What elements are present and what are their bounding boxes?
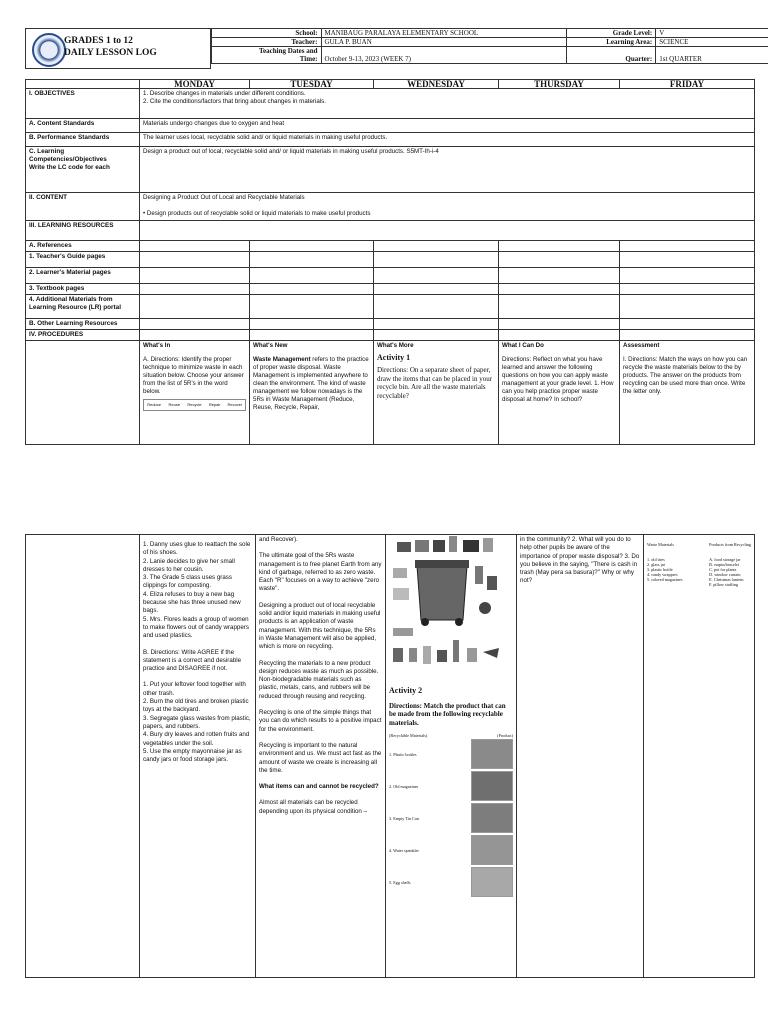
area-label: Learning Area: <box>567 38 656 47</box>
match-row <box>389 834 513 866</box>
mon-b-item: 1. Put your leftover food together with other trash. <box>143 681 246 697</box>
continued-row <box>26 535 755 978</box>
content-value <box>140 193 755 221</box>
mon-b-directions: B. Directions: Write AGREE if the statement is a correct and desirable practice and DISAGREE if not. <box>143 648 242 673</box>
match-row <box>389 866 513 898</box>
other-resources-label: B. Other Learning Resources <box>26 319 140 330</box>
teacher-label: Teacher: <box>212 38 322 47</box>
wed-text-2: Directions: Match the product that can be made from the following recyclable materials. <box>389 701 506 727</box>
tue-text: refers to the practice of proper waste disposal. Waste Management is implemented anywhere to clean the environment. The kind of waste management we follow nowadays is the 5Rs in Waste Management (Reduce, Reuse, Recycle, Repair, <box>253 356 369 411</box>
five-rs-word-box <box>143 399 246 411</box>
mon-b-items <box>143 681 252 764</box>
teacher-value: GULA P. BUAN <box>321 38 567 47</box>
grade-value: V <box>656 29 768 38</box>
tue-head: What's New <box>253 342 288 349</box>
lc-label-2: Competencies/Objectives <box>29 156 107 163</box>
products-list <box>709 557 751 587</box>
item-icon <box>437 650 447 662</box>
item-icon <box>467 648 477 662</box>
performance-standards-value: The learner uses local, recyclable solid and/ or liquid materials in making useful products. <box>140 133 755 147</box>
waste-item: 2. glass jar <box>647 562 666 567</box>
product-image <box>471 739 513 769</box>
references-label: A. References <box>26 241 140 252</box>
textbook-row <box>26 284 755 295</box>
match-row <box>389 770 513 802</box>
competencies-row <box>26 147 755 193</box>
item-icon <box>483 648 499 658</box>
mon-item: 1. Danny uses glue to reattach the sole of his shoes. <box>143 541 251 557</box>
wed-activity-2: Activity 2 <box>389 686 423 696</box>
learning-resources-row <box>26 221 755 241</box>
waste-item: 4. candy wrappers <box>647 572 678 577</box>
col-product: (Product) <box>497 733 513 739</box>
mon-b-item: 5. Use the empty mayonnaise jar as candy jars or food storage jars. <box>143 747 242 764</box>
thu-head: What I Can Do <box>502 342 544 349</box>
lesson-grid-continued <box>25 534 755 978</box>
word-recycle: Recycle <box>187 402 202 407</box>
mon-item: 5. Mrs. Flores leads a group of women to make flowers out of candy wrappers and used plastics. <box>143 615 249 640</box>
monday-continued <box>140 535 256 978</box>
product-image <box>471 867 513 897</box>
other-resources-row <box>26 319 755 330</box>
waste-materials-head: Waste Materials <box>647 542 674 547</box>
match-item: 5. Egg shells <box>389 879 411 885</box>
activity-2-items <box>389 738 513 898</box>
thursday-procedure <box>499 341 620 445</box>
title-line-1: GRADES 1 to 12 <box>64 36 133 46</box>
item-icon <box>433 540 445 552</box>
header-title-box <box>25 28 211 69</box>
product-item: C. pot for plants <box>709 567 737 572</box>
learning-resources-value <box>140 221 755 241</box>
competencies-value: Design a product out of local, recyclable solid and/ or liquid materials in making useful products. S5MT-Ih-i-4 <box>140 147 755 193</box>
friday-columns <box>647 542 751 587</box>
fri-text: I. Directions: Match the ways on how you can recycle the waste materials below to the by products. The answer on the products from recycling can be used more than once. Write the letter only. <box>623 356 748 395</box>
content-standards-value: Materials undergo changes due to oxygen and heat <box>140 119 755 133</box>
procedures-label: IV. PROCEDURES <box>26 330 140 341</box>
friday-continued <box>644 535 755 978</box>
lc-label-1: C. Learning <box>29 148 65 155</box>
item-icon <box>449 536 457 552</box>
wednesday-procedure <box>374 341 499 445</box>
area-value: SCIENCE <box>656 38 768 47</box>
product-image <box>471 835 513 865</box>
wed-activity-1: Activity 1 <box>377 353 411 362</box>
content-standards-label: A. Content Standards <box>26 119 140 133</box>
learners-material-row <box>26 268 755 284</box>
day-thursday: THURSDAY <box>499 80 620 89</box>
tue-paragraph: Recycling the materials to a new product design reduces waste as much as possible. Non-biodegradable materials such as plastic, metals, cans, and rubbers will be reduced through reusing and recycling. <box>259 659 379 700</box>
match-row <box>389 802 513 834</box>
corner-cell <box>26 80 140 89</box>
tue-paragraph: The ultimate goal of the 5Rs waste management is to free planet Earth from any kind of garbage, referred to as zero waste. Each "R" focuses on a way to achieve "zero waste". <box>259 552 382 593</box>
match-item: 3. Empty Tin Can <box>389 815 419 821</box>
learning-resources-label: III. LEARNING RESOURCES <box>26 221 140 241</box>
deped-seal-icon <box>32 33 66 67</box>
waste-item: 3. plastic bottle <box>647 567 673 572</box>
item-icon <box>393 588 409 600</box>
mon-item: 2. Lanie decides to give her small dresses to her cousin. <box>143 557 235 573</box>
item-icon <box>487 576 497 590</box>
additional-materials-label: 4. Additional Materials from Learning Resource (LR) portal <box>26 295 140 319</box>
tuesday-continued <box>256 535 386 978</box>
item-icon <box>423 646 431 664</box>
quarter-value: 1st QUARTER <box>656 47 768 64</box>
item-icon <box>393 568 407 578</box>
day-tuesday: TUESDAY <box>250 80 374 89</box>
quarter-label: Quarter: <box>567 47 656 64</box>
word-reduce: Reduce <box>147 402 161 407</box>
references-row <box>26 241 755 252</box>
additional-materials-row <box>26 295 755 319</box>
mon-b-item: 4. Bury dry leaves and rotten fruits and vegetables under the soil. <box>143 731 250 747</box>
thu-text: Directions: Reflect on what you have learned and answer the following questions on how you can apply waste management at your grade level. 1. How can you help practice proper waste disposal at home? In school? <box>502 356 614 403</box>
content-row <box>26 193 755 221</box>
procedures-content-row <box>26 341 755 445</box>
tue-paragraph: Almost all materials can be recycled depending upon its physical condition – <box>259 799 368 815</box>
product-image <box>471 771 513 801</box>
item-icon <box>483 538 493 552</box>
tue-question: What items can and cannot be recycled? <box>259 783 379 791</box>
mon-item: 4. Eliza refuses to buy a new bag because she has three unused new bags. <box>143 590 241 615</box>
product-item: D. window curtain <box>709 572 741 577</box>
col-recyclable: (Recyclable Materials) <box>389 733 428 739</box>
procedures-empty <box>26 341 140 445</box>
teachers-guide-row <box>26 252 755 268</box>
item-icon <box>415 540 429 552</box>
header-meta-table <box>211 28 768 64</box>
item-icon <box>463 540 479 552</box>
competencies-label <box>26 147 140 193</box>
match-item: 4. Water sprinkler <box>389 847 419 853</box>
mon-b-item: 2. Burn the old tires and broken plastic toys at the backyard. <box>143 698 249 714</box>
match-row <box>389 738 513 770</box>
content-label: II. CONTENT <box>26 193 140 221</box>
wheel-icon <box>455 618 463 626</box>
product-item: B. earpin/bracelet <box>709 562 739 567</box>
school-value: MANIBAUG PARALAYA ELEMENTARY SCHOOL <box>321 29 567 38</box>
teachers-guide-label: 1. Teacher's Guide pages <box>26 252 140 268</box>
wheel-icon <box>421 618 429 626</box>
waste-item: 5. colored magazines <box>647 577 683 582</box>
fri-head: Assessment <box>623 342 660 349</box>
dates-value: October 9-13, 2023 (WEEK 7) <box>321 47 567 64</box>
performance-standards-label: B. Performance Standards <box>26 133 140 147</box>
tue-top: and Recover). <box>259 536 298 543</box>
school-label: School: <box>212 29 322 38</box>
item-icon <box>393 628 413 636</box>
tue-paragraph: Recycling is important to the natural environment and us. We must act fast as the amount of waste we create is increasing all the time. <box>259 741 382 774</box>
title-line-2: DAILY LESSON LOG <box>64 48 157 58</box>
waste-list <box>647 557 682 582</box>
lc-label-3: Write the LC code for each <box>29 164 110 171</box>
item-icon <box>479 602 491 614</box>
mon-head: What's In <box>143 342 171 349</box>
header <box>25 28 755 69</box>
item-icon <box>475 566 483 584</box>
lesson-grid <box>25 79 755 445</box>
content-line-1: Designing a Product Out of Local and Recyclable Materials <box>143 194 305 201</box>
objectives-label: I. OBJECTIVES <box>26 89 140 119</box>
content-line-2: • Design products out of recyclable solid or liquid materials to make useful products <box>143 210 371 217</box>
objectives-row <box>26 89 755 119</box>
dates-label-2: Time: <box>299 55 318 63</box>
waste-item: 1. old tires <box>647 557 665 562</box>
dates-label <box>212 47 322 64</box>
procedures-row <box>26 330 755 341</box>
learners-material-label: 2. Learner's Material pages <box>26 268 140 284</box>
mon-text: A. Directions: Identify the proper technique to minimize waste in each situation below. Choose your answer from the list of 5R's in the word below. <box>143 356 244 395</box>
match-item: 1. Plastic bottles <box>389 751 417 757</box>
mon-item: 3. The Grade 5 class uses grass clippings for composting. <box>143 574 232 590</box>
performance-standards-row <box>26 133 755 147</box>
products-head: Products from Recycling <box>709 542 751 547</box>
tue-paragraph: Recycling is one of the simple things that you can do which results to a positive impact for the environment. <box>259 709 382 733</box>
wed-head: What's More <box>377 342 414 349</box>
mon-items <box>143 541 252 641</box>
recycle-bin-lid-icon <box>415 560 469 568</box>
wednesday-continued <box>386 535 517 978</box>
product-item: A. food storage jar <box>709 557 741 562</box>
objectives-value <box>140 89 755 119</box>
recycle-bin-icon <box>417 566 467 620</box>
days-header-row <box>26 80 755 89</box>
objective-1: 1. Describe changes in materials under different conditions. <box>143 90 306 97</box>
wed-text: Directions: On a separate sheet of paper, draw the items that can be placed in your recycle bin. Are all the waste materials recyclable? <box>377 366 493 400</box>
tue-bold: Waste Management <box>253 356 311 363</box>
item-icon <box>397 542 411 552</box>
dates-label-1: Teaching Dates and <box>259 47 318 55</box>
textbook-label: 3. Textbook pages <box>26 284 140 295</box>
word-recover: Recover <box>227 402 243 407</box>
products-col <box>709 542 751 587</box>
continued-label-empty <box>26 535 140 978</box>
tuesday-procedure <box>250 341 374 445</box>
thu-continued-text: in the community? 2. What will you do to help other pupils be aware of the importance of proper waste disposal? 3. Do you believe in the saying, "There is cash in trash (May pera sa basura)?" Why or why not? <box>520 536 640 585</box>
mon-b-item: 3. Segregate glass wastes from plastic, papers, and rubbers. <box>143 714 251 730</box>
product-item: E. Christmas lantern <box>709 577 744 582</box>
day-friday: FRIDAY <box>620 80 755 89</box>
product-image <box>471 803 513 833</box>
recyclables-illustration <box>389 536 505 676</box>
header-title <box>64 35 157 59</box>
monday-procedure <box>140 341 250 445</box>
day-wednesday: WEDNESDAY <box>374 80 499 89</box>
tue-text-wrap <box>253 356 370 412</box>
day-monday: MONDAY <box>140 80 250 89</box>
friday-procedure <box>620 341 755 445</box>
item-icon <box>409 648 417 662</box>
objective-2: 2. Cite the conditions/factors that bring about changes in materials. <box>143 98 326 105</box>
item-icon <box>453 640 459 662</box>
grade-label: Grade Level: <box>567 29 656 38</box>
word-reuse: Reuse <box>168 402 181 407</box>
content-standards-row <box>26 119 755 133</box>
product-item: F. pillow stuffing <box>709 582 738 587</box>
match-item: 2. Old magazines <box>389 783 419 789</box>
item-icon <box>393 648 403 662</box>
word-repair: Repair <box>208 402 221 407</box>
tue-paragraph: Designing a product out of local recyclable solid and/or liquid materials in making useful products is an application of waste management. With this technique, the 5Rs in Waste Management will also be applied, which is more on recycling. <box>259 601 381 651</box>
waste-materials-col <box>647 542 682 587</box>
thursday-continued <box>517 535 644 978</box>
